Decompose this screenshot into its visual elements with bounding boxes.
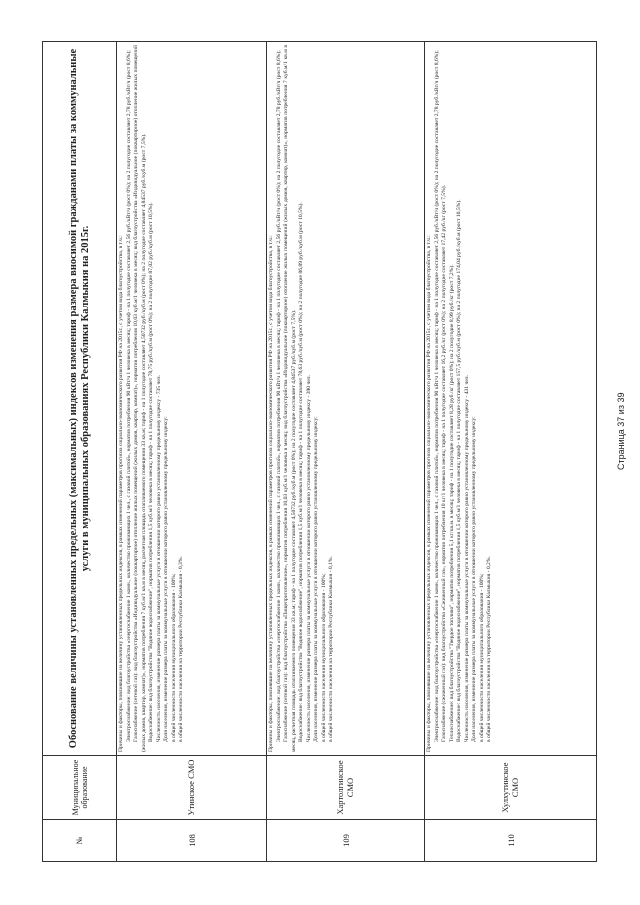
table-row [425,42,597,862]
justification-line: в общей численности населения муниципального образования - 100%; [320,573,327,742]
row-municipality: Хулхутинское СМО [425,756,597,820]
justification-line: Причины и факторы, повлиявшие на величину установленных предельных индексов, в рамках изменений параметров прогноза социально-экономического развития РФ на 2015г., с учетом вида благоустройства, в т.ч.: [118,235,124,752]
justification-line: в общей численности населения на территории Республики Калмыкия - 0,3%. [178,556,184,742]
table-row [267,42,425,862]
justification-line: Численность населения, изменение размера платы за коммунальные услуги в отношении которого равно установленному предельному индексу - 735 чел. [155,375,162,742]
row-justification [117,42,267,756]
table-header-row [43,42,117,862]
reason-table [42,41,597,862]
justification-line: Водоснабжение: вид благоустройства "Водяное водоснабжение", норматив потребления 1,5 куб.м/1 человека в месяц; тариф - на 1 полугодие составляет 78,63 руб./куб.м (рост 0%); на 2 полугодие 86,89 руб./куб.м (рост 10,5%). [298,202,304,742]
row-municipality: Хартолгинское СМО [267,756,425,820]
justification-line: Водоснабжение: вид благоустройства "Водяное водоснабжение", норматив потребления 1,5 куб.м/1 человека в месяц; тариф - на 1 полугодие составляет 78,75 руб./куб.м (рост 0%); на 2 полугодие 87,02 руб./куб.м (рост 10,5%). [148,202,154,742]
justification-line: Теплоснабжение: вид благоустройства "Твердое топливо", норматив потребления 5,1 кг/кв.м. в месяц; тариф - на 1 полугодие составляет 8,28 руб./кг (рост 0%); на 2 полугодие 8,99 руб./кг (рост 7,2%). [448,264,455,742]
row-justification [425,42,597,756]
header-municipality: Муниципальное образование [43,756,117,820]
justification-line: Газоснабжение (сжиженный газ): вид благоустройства «Сжиженный газ», норматив потребления 10 кг/1 человека в месяц; тариф - на 1 полугодие составляет 16,2 руб./кг (рост 0%); на 2 полугодие составляет 17,42 руб./кг (рост 7,5%). [441,184,447,742]
justification-line: в общей численности населения муниципального образования - 100%; [170,573,177,742]
justification-line: в общей численности населения на территории Республики Калмыкия - 0,2%. [486,556,492,742]
justification-line: Доля населения, изменение размера платы за коммунальные услуги в отношении которого равно установленному предельному индексу: [163,416,169,742]
row-number: 110 [425,820,597,862]
justification-line: Причины и факторы, повлиявшие на величину установленных предельных индексов, в рамках изменений параметров прогноза социально-экономического развития РФ на 2015г., с учетом вида благоустройства, в т.ч.: [426,235,432,752]
justification-line: Численность населения, изменение размера платы за коммунальные услуги в отношении которого равно установленному предельному индексу - 431 чел. [463,375,470,742]
header-justification: Обоснование величины установленных предельных (максимальных) индексов изменения размера вносимой гражданами платы за коммунальные услуги в муниципальных образованиях Республики Калмыкия на 2015г. [43,42,117,756]
justification-line: Электроснабжение: вид благоустройства «энергоснабжение 1 комн., количество проживающих 1 чел., с газовой плитой», норматив потребления 90 кВт/ч 1 человека в месяц; тариф - на 1 полугодие составляет 2,56 руб./кВт/ч (рост 0%); на 2 полугодие составляет 2,78 руб./кВт/ч (рост 8,6%); [433,50,440,742]
justification-line: в общей численности населения муниципального образования - 100%; [478,573,485,742]
row-number: 109 [267,820,425,862]
justification-line: Газоснабжение (сетевой газ): вид благоустройства «Индивидуальное (поквартирное) отопление жилых помещений (жилых домов, квартир, комнат)», норматив потребления 10,03 куб.м/1 человека в месяц; вид благоустройства «Индивидуальное (поквартирное) отопление жилых помещений (жилых домов, квартир, комнат)», норматив потребления 7 куб.м/1 кв.м в месяц, расчетная площадь отапливаемого помещения 33 кв.м; тариф - на 1 полугодие составляет 4,50732 руб./куб.м (рост 0%); на 2 полугодие составляет 4,84537 руб./куб.м (рост 7,5%). [133,45,147,752]
justification-line: Водоснабжение: вид благоустройства "Водяное водоснабжение", норматив потребления 1,5 куб.м/1 человека в месяц; тариф - на 1 полугодие составляет 157,5 руб./куб.м (рост 0%); на 2 полугодие 174,04 руб./куб.м (рост 10,5%). [456,199,462,742]
justification-line: в общей численности населения на территории Республики Калмыкия - 0,1%. [328,556,334,742]
justification-line: Численность населения, изменение размера платы за коммунальные услуги в отношении которого равно установленному предельному индексу - 390 чел. [305,375,312,742]
rotated-landscape-content [42,42,602,862]
justification-line: Доля населения, изменение размера платы за коммунальные услуги в отношении которого равно установленному предельному индексу: [313,416,319,742]
justification-line: Электроснабжение: вид благоустройства «энергоснабжение 1 комн., количество проживающих 1 чел., с газовой плитой», норматив потребления 90 кВт/ч 1 человека в месяц; тариф - на 1 полугодие составляет 2,56 руб./кВт/ч (рост 0%); на 2 полугодие составляет 2,78 руб./кВт/ч (рост 8,6%); [275,50,282,742]
table-row [117,42,267,862]
justification-line: Газоснабжение (сетевой газ): вид благоустройства «Пищеприготовление», норматив потребления 10,03 куб.м/1 человека в месяц; вид благоустройства «Индивидуальное (поквартирное) отопление жилых помещений (жилых домов, квартир, комнат)», норматив потребления 7 куб.м/1 кв.м в месяц, расчетная площадь отапливаемого помещения 33 кв.м; тариф - на 1 полугодие составляет 4,50732 руб./куб.м (рост 0%); на 2 полугодие составляет 4,84537 руб./куб.м (рост 7,5%). [283,45,297,752]
row-number: 108 [117,820,267,862]
justification-line: Электроснабжение: вид благоустройства «энергоснабжение 1 комн., количество проживающих 1 чел., с газовой плитой», норматив потребления 90 кВт/ч 1 человека в месяц; тариф - на 1 полугодие составляет 2,56 руб./кВт/ч (рост 0%); на 2 полугодие составляет 2,78 руб./кВт/ч (рост 8,6%); [125,50,132,742]
justification-line: Доля населения, изменение размера платы за коммунальные услуги в отношении которого равно установленному предельному индексу: [471,416,477,742]
justification-line: Причины и факторы, повлиявшие на величину установленных предельных индексов, в рамках изменений параметров прогноза социально-экономического развития РФ на 2015г., с учетом вида благоустройства, в т.ч.: [268,235,274,752]
row-municipality: Утинское СМО [117,756,267,820]
row-justification [267,42,425,756]
page-number: Страница 37 из 39 [616,392,626,470]
header-number: № [43,820,117,862]
